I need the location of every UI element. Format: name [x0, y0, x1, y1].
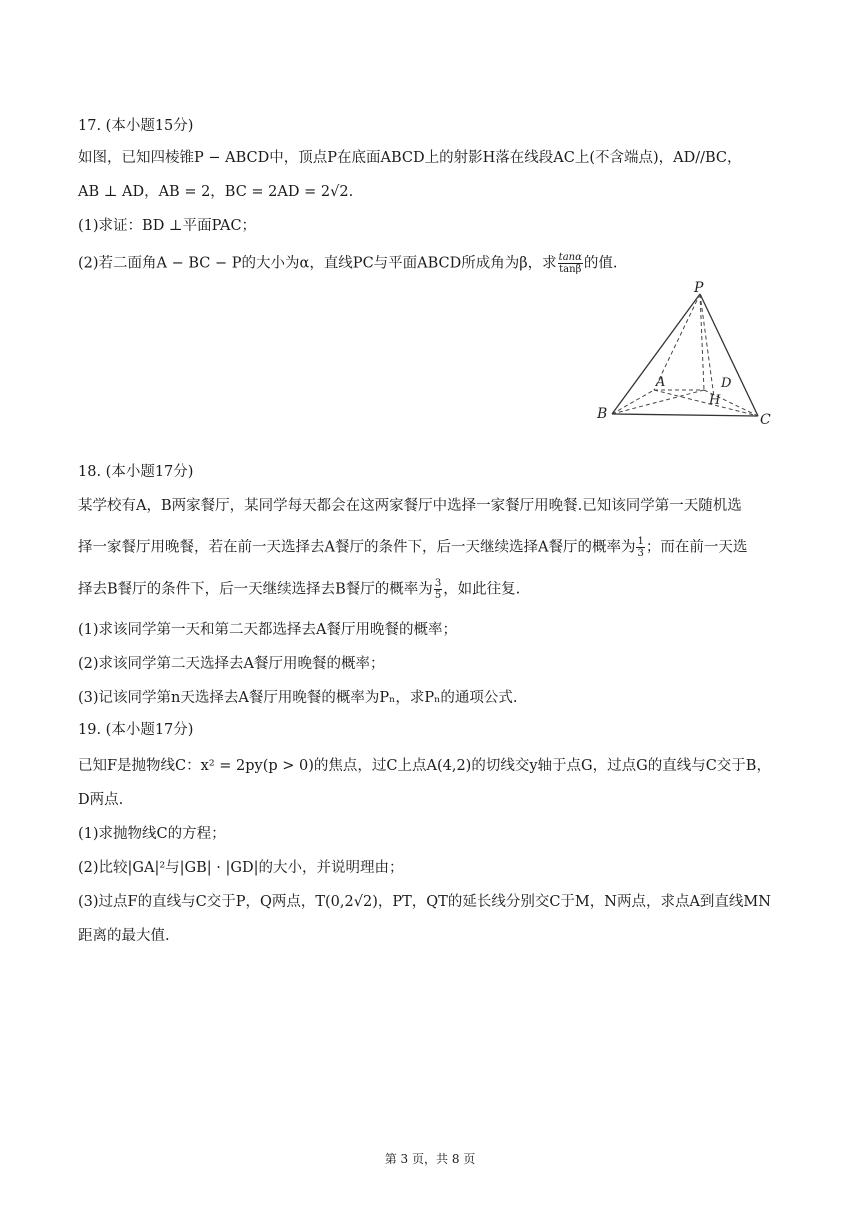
- fraction-denominator: 5: [434, 590, 442, 601]
- label-d: D: [721, 376, 732, 391]
- q18-line3-text: 择去B餐厅的条件下，后一天继续选择去B餐厅的概率为: [78, 581, 433, 598]
- q19-line1: 已知F是抛物线C：x² = 2py(p > 0)的焦点，过C上点A(4,2)的切线交y轴于点G，过点G的直线与C交于B，: [78, 758, 771, 774]
- q18-line2: [78, 536, 747, 559]
- q19-part2: (2)比较|GA|²与|GB| · |GD|的大小，并说明理由；: [78, 860, 404, 876]
- q17-part2-tail: 的值.: [583, 255, 618, 272]
- q17-part1: (1)求证：BD ⊥平面PAC；: [78, 218, 257, 234]
- q19-part3-line1: (3)过点F的直线与C交于P，Q两点，T(0,2√2)，PT，QT的延长线分别交C于M，N两点，求点A到直线MN: [78, 894, 771, 910]
- label-p: P: [694, 280, 704, 296]
- label-c: C: [760, 412, 771, 428]
- fraction-numerator: 1: [637, 536, 644, 547]
- one-third-fraction: [636, 536, 644, 559]
- fraction-denominator: 3: [637, 548, 644, 559]
- q18-line2-text: 择一家餐厅用晚餐，若在前一天选择去A餐厅的条件下，后一天继续选择A餐厅的概率为: [78, 539, 636, 556]
- tan-ratio-fraction: [558, 252, 583, 275]
- q17-stem-line1: 如图，已知四棱锥P − ABCD中，顶点P在底面ABCD上的射影H落在线段AC上(不含端点)，AD//BC，: [78, 150, 742, 166]
- q19-header: 19. (本小题17分): [78, 722, 194, 738]
- label-h: H: [709, 393, 721, 408]
- fraction-numerator: tanα: [558, 252, 582, 263]
- three-fifths-fraction: [434, 578, 442, 601]
- q18-part3: (3)记该同学第n天选择去A餐厅用晚餐的概率为Pₙ，求Pₙ的通项公式.: [78, 690, 518, 706]
- q17-stem-line2: AB ⊥ AD，AB = 2，BC = 2AD = 2√2.: [78, 184, 354, 200]
- q19-part3-line2: 距离的最大值.: [78, 928, 170, 944]
- q17-part2: [78, 252, 617, 275]
- q18-part2: (2)求该同学第二天选择去A餐厅用晚餐的概率；: [78, 656, 385, 672]
- label-a: A: [656, 375, 666, 390]
- page-footer: 第 3 页，共 8 页: [384, 1152, 476, 1166]
- label-b: B: [597, 406, 608, 422]
- q18-line1: 某学校有A，B两家餐厅，某同学每天都会在这两家餐厅中选择一家餐厅用晚餐.已知该同学第一天随机选: [78, 498, 742, 514]
- q18-line3-tail: ，如此往复.: [443, 581, 521, 598]
- q18-header: 18. (本小题17分): [78, 464, 194, 480]
- q19-line2: D两点.: [78, 792, 124, 808]
- fraction-denominator: tanβ: [559, 264, 582, 275]
- q19-part1: (1)求抛物线C的方程；: [78, 826, 226, 842]
- pyramid-figure: [592, 280, 782, 430]
- q18-line3: [78, 578, 520, 601]
- q17-part2-text: (2)若二面角A − BC − P的大小为α，直线PC与平面ABCD所成角为β，求: [78, 255, 557, 272]
- fraction-numerator: 3: [434, 578, 442, 589]
- q18-line2-tail: ；而在前一天选: [645, 539, 748, 556]
- q18-part1: (1)求该同学第一天和第二天都选择去A餐厅用晚餐的概率；: [78, 622, 458, 638]
- q17-header: 17. (本小题15分): [78, 118, 194, 134]
